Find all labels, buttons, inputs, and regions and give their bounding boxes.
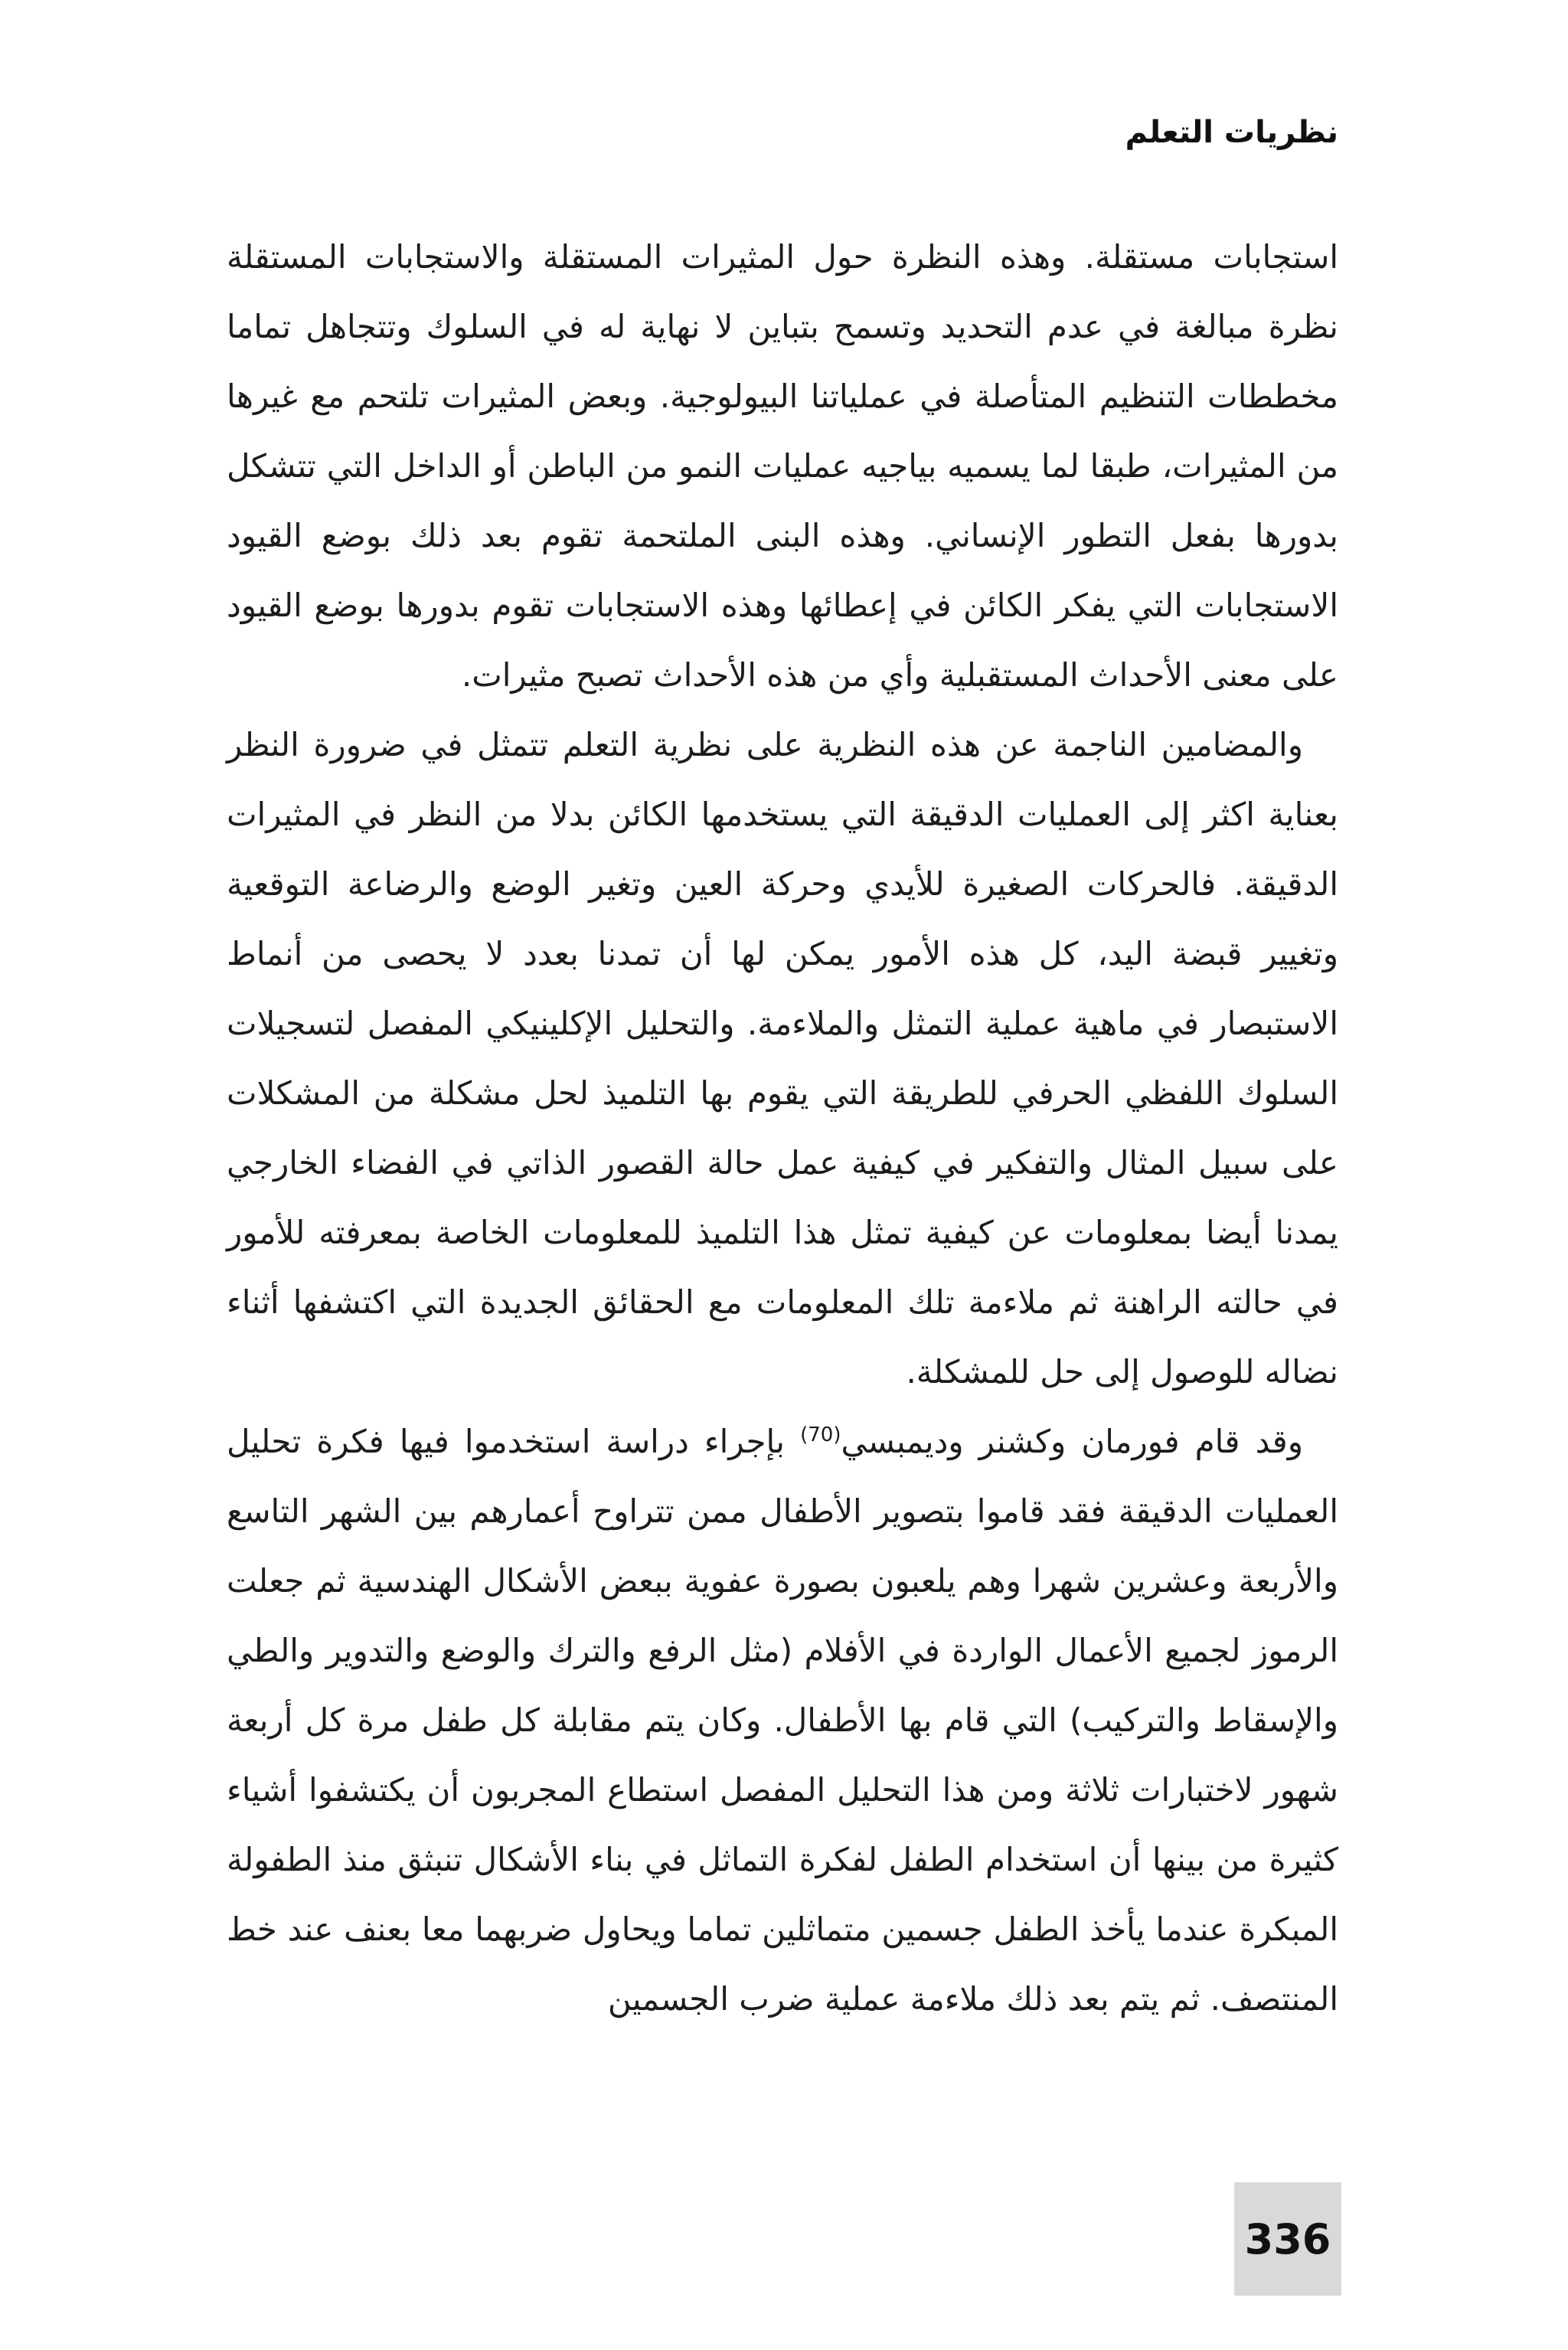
running-header-title: نظريات التعلم (1125, 115, 1338, 150)
page-number: 336 (1244, 2214, 1331, 2263)
body-text (227, 222, 1338, 2034)
paragraph-1: استجابات مستقلة. وهذه النظرة حول المثيرات المستقلة والاستجابات المستقلة نظرة مبالغة في عدم التحديد وتسمح بتباين لا نهاية له في السلوك وتتجاهل تماما مخططات التنظيم المتأصلة في عملياتنا البيولوجية. وبعض المثيرات تلتحم مع غيرها من المثيرات، طبقا لما يسميه بياجيه عمليات النمو من الباطن أو الداخل التي تتشكل بدورها بفعل التطور الإنساني. وهذه البنى الملتحمة تقوم بعد ذلك بوضع القيود الاستجابات التي يفكر الكائن في إعطائها وهذه الاستجابات تقوم بدورها بوضع القيود على معنى الأحداث المستقبلية وأي من هذه الأحداث تصبح مثيرات. (227, 238, 1338, 694)
footnote-reference: (70) (800, 1423, 841, 1446)
paragraph-2: والمضامين الناجمة عن هذه النظرية على نظرية التعلم تتمثل في ضرورة النظر بعناية اكثر إلى العمليات الدقيقة التي يستخدمها الكائن بدلا من النظر في المثيرات الدقيقة. فالحركات الصغيرة للأيدي وحركة العين وتغير الوضع والرضاعة التوقعية وتغيير قبضة اليد، كل هذه الأمور يمكن لها أن تمدنا بعدد لا يحصى من أنماط الاستبصار في ماهية عملية التمثل والملاءمة. والتحليل الإكلينيكي المفصل لتسجيلات السلوك اللفظي الحرفي للطريقة التي يقوم بها التلميذ لحل مشكلة من المشكلات على سبيل المثال والتفكير في كيفية عمل حالة القصور الذاتي في الفضاء الخارجي يمدنا أيضا بمعلومات عن كيفية تمثل هذا التلميذ للمعلومات الخاصة بمعرفته للأمور في حالته الراهنة ثم ملاءمة تلك المعلومات مع الحقائق الجديدة التي اكتشفها أثناء نضاله للوصول إلى حل للمشكلة. (227, 726, 1338, 1391)
paragraph-3-rest: بإجراء دراسة استخدموا فيها فكرة تحليل العمليات الدقيقة فقد قاموا بتصوير الأطفال ممن تتراوح أعمارهم بين الشهر التاسع والأربعة وعشرين شهرا وهم يلعبون بصورة عفوية ببعض الأشكال الهندسية ثم جعلت الرموز لجميع الأعمال الواردة في الأفلام (مثل الرفع والترك والوضع والتدوير والطي والإسقاط والتركيب) التي قام بها الأطفال. وكان يتم مقابلة كل طفل مرة كل أربعة شهور لاختبارات ثلاثة ومن هذا التحليل المفصل استطاع المجربون أن يكتشفوا أشياء كثيرة من بينها أن استخدام الطفل لفكرة التماثل في بناء الأشكال تنبثق منذ الطفولة المبكرة عندما يأخذ الطفل جسمين متماثلين تماما ويحاول ضربهما معا بعنف عند خط المنتصف. ثم يتم بعد ذلك ملاءمة عملية ضرب الجسمين (227, 1423, 1338, 2018)
paragraph-3-lead: وقد قام فورمان وكشنر وديمبسي (841, 1423, 1304, 1460)
page-number-box (1234, 2182, 1341, 2296)
paragraph-3 (227, 1407, 1338, 2034)
